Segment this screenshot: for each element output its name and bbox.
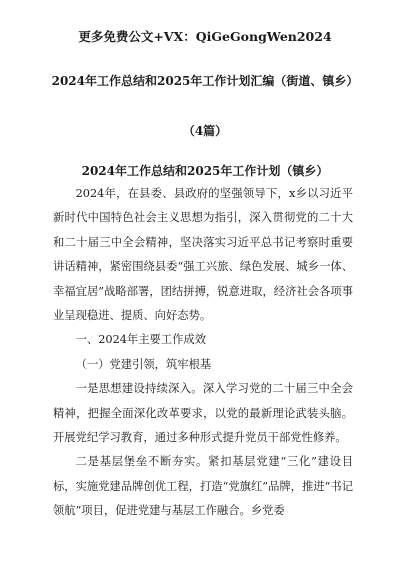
article-count: （4篇） [182,124,228,138]
subsection-heading: （一）党建引领，筑牢根基 [75,357,212,371]
document-body [53,182,353,524]
collection-title: 2024年工作总结和2025年工作计划汇编（街道、镇乡） [51,74,359,88]
body-paragraph: 一是思想建设持续深入。深入学习党的二十届三中全会精神，把握全面深化改革要求，以党的最新理论武装头脑。开展党纪学习教育，通过多种形式提升党员干部党性修养。 [53,382,353,445]
section-heading: 一、2024年主要工作成效 [75,333,207,347]
document-title: 2024年工作总结和2025年工作计划（镇乡） [81,164,329,178]
body-paragraph: 二是基层堡垒不断夯实。紧扣基层党建“三化”建设目标，实施党建品牌创优工程，打造“党旗红”品牌，推进“书记领航”项目，促进党建与基层工作融合。乡党委 [53,455,353,518]
promo-header: 更多免费公文+VX：QiGeGongWen2024 [78,29,332,44]
intro-paragraph: 2024年，在县委、县政府的坚强领导下，x乡以习近平新时代中国特色社会主义思想为指引，深入贯彻党的二十大和二十届三中全会精神，坚决落实习近平总书记考察时重要讲话精神，紧密围绕县委“强工兴旅、绿色发展、城乡一体、幸福宜居”战略部署，团结拼搏，锐意进取，经济社会各项事业呈现稳进、提质、向好态势。 [53,187,353,323]
